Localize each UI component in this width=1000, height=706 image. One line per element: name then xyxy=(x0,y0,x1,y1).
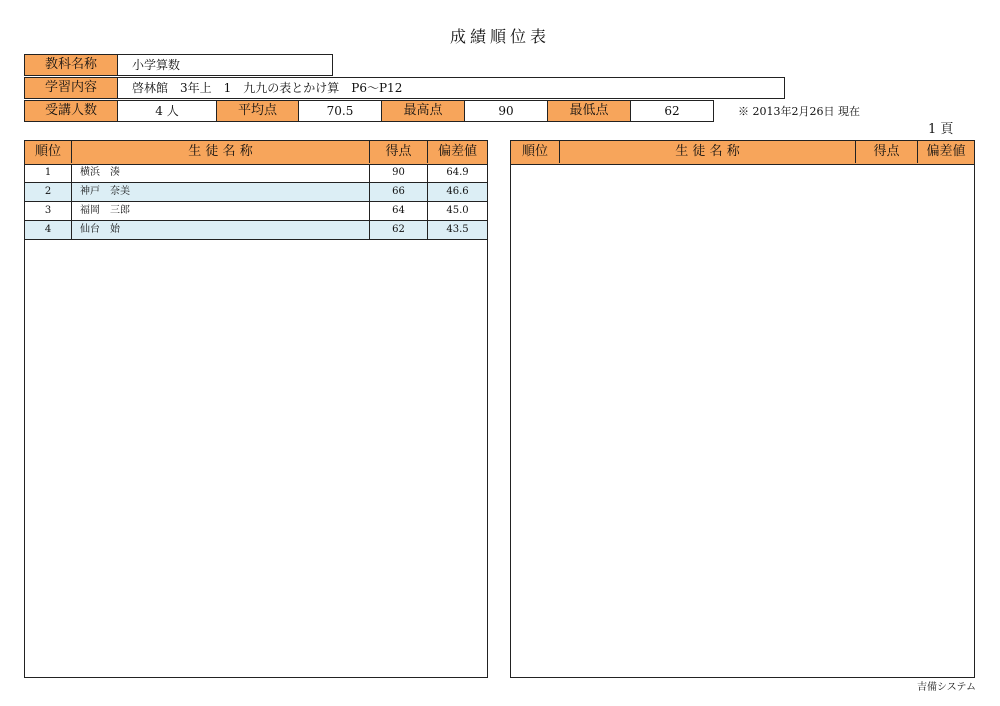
cell-score: 62 xyxy=(369,221,427,239)
max-label: 最高点 xyxy=(381,100,465,122)
cell-name: 仙台 始 xyxy=(71,221,369,239)
table-row xyxy=(25,164,487,183)
cell-deviation: 46.6 xyxy=(427,183,487,201)
cell-rank: 4 xyxy=(44,224,52,235)
header-deviation: 偏差値 xyxy=(917,141,974,163)
min-value: 62 xyxy=(630,100,714,122)
cell-rank: 3 xyxy=(44,205,52,216)
max-value: 90 xyxy=(464,100,548,122)
ranking-table-left xyxy=(24,140,488,678)
table-row xyxy=(25,202,487,221)
cell-score: 66 xyxy=(369,183,427,201)
cell-name: 福岡 三郎 xyxy=(71,202,369,220)
average-value: 70.5 xyxy=(298,100,382,122)
as-of-date: ※ 2013年2月26日 現在 xyxy=(738,105,860,118)
header-rank: 順位 xyxy=(521,144,548,159)
subject-label: 教科名称 xyxy=(24,54,118,76)
cell-rank: 1 xyxy=(44,167,52,178)
table-row xyxy=(25,221,487,240)
cell-deviation: 43.5 xyxy=(427,221,487,239)
cell-deviation: 64.9 xyxy=(427,164,487,182)
table-row xyxy=(25,183,487,202)
min-label: 最低点 xyxy=(547,100,631,122)
cell-deviation: 45.0 xyxy=(427,202,487,220)
cell-name: 神戸 奈美 xyxy=(71,183,369,201)
header-score: 得点 xyxy=(855,141,917,163)
table-header xyxy=(25,141,487,165)
header-name: 生 徒 名 称 xyxy=(71,141,369,163)
header-rank: 順位 xyxy=(34,144,61,159)
count-value: 4 人 xyxy=(117,100,217,122)
cell-name: 横浜 湊 xyxy=(71,164,369,182)
footer-company: 吉備システム xyxy=(917,682,976,693)
cell-score: 64 xyxy=(369,202,427,220)
cell-score: 90 xyxy=(369,164,427,182)
header-name: 生 徒 名 称 xyxy=(559,141,855,163)
table-header xyxy=(511,141,974,165)
header-deviation: 偏差値 xyxy=(427,141,487,163)
count-label: 受講人数 xyxy=(24,100,118,122)
content-value: 啓林館 3年上 1 九九の表とかけ算 P6～P12 xyxy=(117,77,785,99)
ranking-table-right xyxy=(510,140,975,678)
header-score: 得点 xyxy=(369,141,427,163)
page-number: 1 頁 xyxy=(928,122,954,137)
cell-rank: 2 xyxy=(44,186,52,197)
subject-value: 小学算数 xyxy=(117,54,333,76)
stats-row xyxy=(24,100,976,122)
page-title: 成績順位表 xyxy=(449,27,550,46)
average-label: 平均点 xyxy=(216,100,299,122)
content-label: 学習内容 xyxy=(24,77,118,99)
